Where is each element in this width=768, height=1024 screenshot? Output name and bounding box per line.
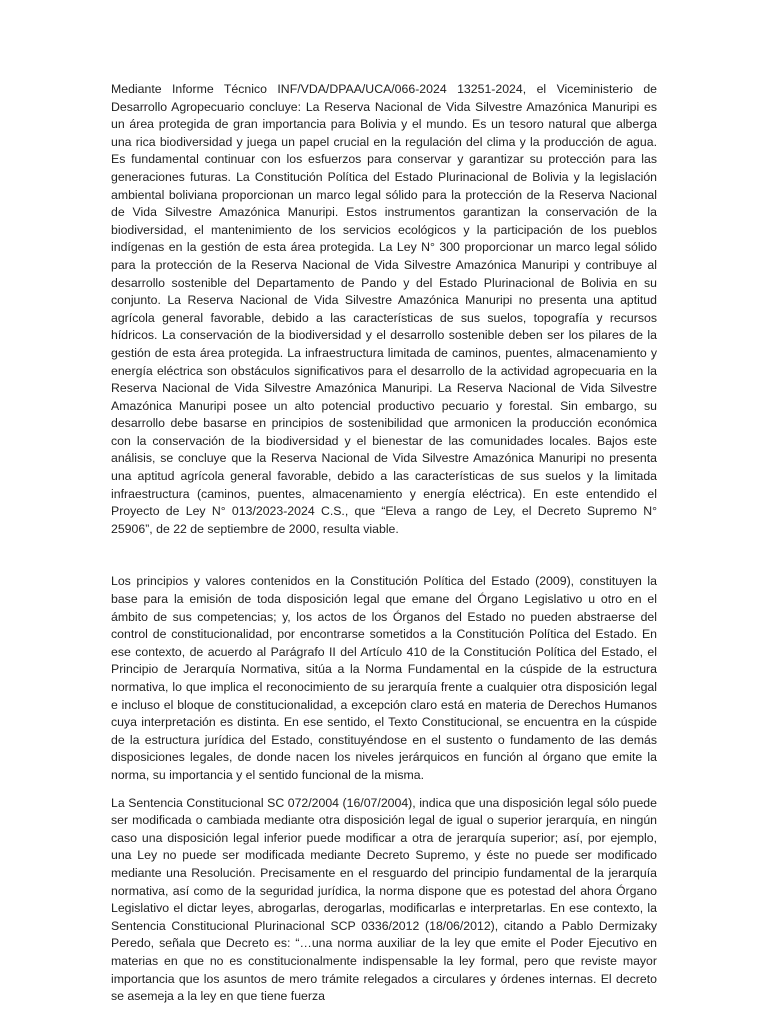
paragraph-sentencia-constitucional: La Sentencia Constitucional SC 072/2004 (16/07/2004), indica que una disposición legal sólo puede ser modificada o cambiada mediante otra disposición legal de igual o superior jerarquía, en ningún caso una disposición legal inferior puede modificar a otra de jerarquía superior; así, por ejemplo, una Ley no puede ser modificada mediante Decreto Supremo, y éste no puede ser modificado mediante una Resolución. Precisamente en el resguardo del principio fundamental de la jerarquía normativa, así como de la seguridad jurídica, la norma dispone que es potestad del ahora Órgano Legislativo el dictar leyes, abrogarlas, derogarlas, modificarlas e interpretarlas. En ese contexto, la Sentencia Constitucional Plurinacional SCP 0336/2012 (18/06/2012), citando a Pablo Dermizaky Peredo, señala que Decreto es: “…una norma auxiliar de la ley que emite el Poder Ejecutivo en materias en que no es constitucionalmente indispensable la ley formal, pero que reviste mayor importancia que los asuntos de mero trámite relegados a circulares y órdenes internas. El decreto se asemeja a la ley en que tiene fuerza: [111, 795, 657, 1004]
paragraph-principios-constitucion: Los principios y valores contenidos en la Constitución Política del Estado (2009), constituyen la base para la emisión de toda disposición legal que emane del Órgano Legislativo u otro en el ámbito de sus competencias; y, los actos de los Órganos del Estado no pueden abstraerse del control de constitucionalidad, por encontrarse sometidos a la Constitución Política del Estado. En ese contexto, de acuerdo al Parágrafo II del Artículo 410 de la Constitución Política del Estado, el Principio de Jerarquía Normativa, sitúa a la Norma Fundamental en la cúspide de la estructura normativa, lo que implica el reconocimiento de su jerarquía frente a cualquier otra disposición legal e incluso el bloque de constitucionalidad, a excepción claro está en materia de Derechos Humanos cuya interpretación es distinta. En ese sentido, el Texto Constitucional, se encuentra en la cúspide de la estructura jurídica del Estado, constituyéndose en el sustento o fundamento de las demás disposiciones legales, de donde nacen los niveles jerárquicos en función al órgano que emite la norma, su importancia y el sentido funcional de la misma.: [111, 574, 657, 782]
document-page: [111, 81, 657, 1006]
paragraph-informe-tecnico: Mediante Informe Técnico INF/VDA/DPAA/UCA/066-2024 13251-2024, el Viceministerio de Desarrollo Agropecuario concluye: La Reserva Nacional de Vida Silvestre Amazónica Manuripi es un área protegida de gran importancia para Bolivia y el mundo. Es un tesoro natural que alberga una rica biodiversidad y juega un papel crucial en la regulación del clima y la producción de agua. Es fundamental continuar con los esfuerzos para conservar y garantizar su protección para las generaciones futuras. La Constitución Política del Estado Plurinacional de Bolivia y la legislación ambiental boliviana proporcionan un marco legal sólido para la protección de la Reserva Nacional de Vida Silvestre Amazónica Manuripi. Estos instrumentos garantizan la conservación de la biodiversidad, el mantenimiento de los servicios ecológicos y la participación de los pueblos indígenas en la gestión de esta área protegida. La Ley N° 300 proporcionar un marco legal sólido para la protección de la Reserva Nacional de Vida Silvestre Amazónica Manuripi y contribuye al desarrollo sostenible del Departamento de Pando y del Estado Plurinacional de Bolivia en su conjunto. La Reserva Nacional de Vida Silvestre Amazónica Manuripi no presenta una aptitud agrícola general favorable, debido a las características de sus suelos, topografía y recursos hídricos. La conservación de la biodiversidad y el desarrollo sostenible deben ser los pilares de la gestión de esta área protegida. La infraestructura limitada de caminos, puentes, almacenamiento y energía eléctrica son obstáculos significativos para el desarrollo de la actividad agropecuaria en la Reserva Nacional de Vida Silvestre Amazónica Manuripi. La Reserva Nacional de Vida Silvestre Amazónica Manuripi posee un alto potencial productivo pecuario y forestal. Sin embargo, su desarrollo debe basarse en principios de sostenibilidad que armonicen la producción económica con la conservación de la biodiversidad y el bienestar de las comunidades locales. Bajos este análisis, se concluye que la Reserva Nacional de Vida Silvestre Amazónica Manuripi no presenta una aptitud agrícola general favorable, debido a las características de sus suelos y la limitada infraestructura (caminos, puentes, almacenamiento y energía eléctrica). En este entendido el Proyecto de Ley N° 013/2023-2024 C.S., que “Eleva a rango de Ley, el Decreto Supremo N° 25906”, de 22 de septiembre de 2000, resulta viable.: [111, 82, 657, 536]
